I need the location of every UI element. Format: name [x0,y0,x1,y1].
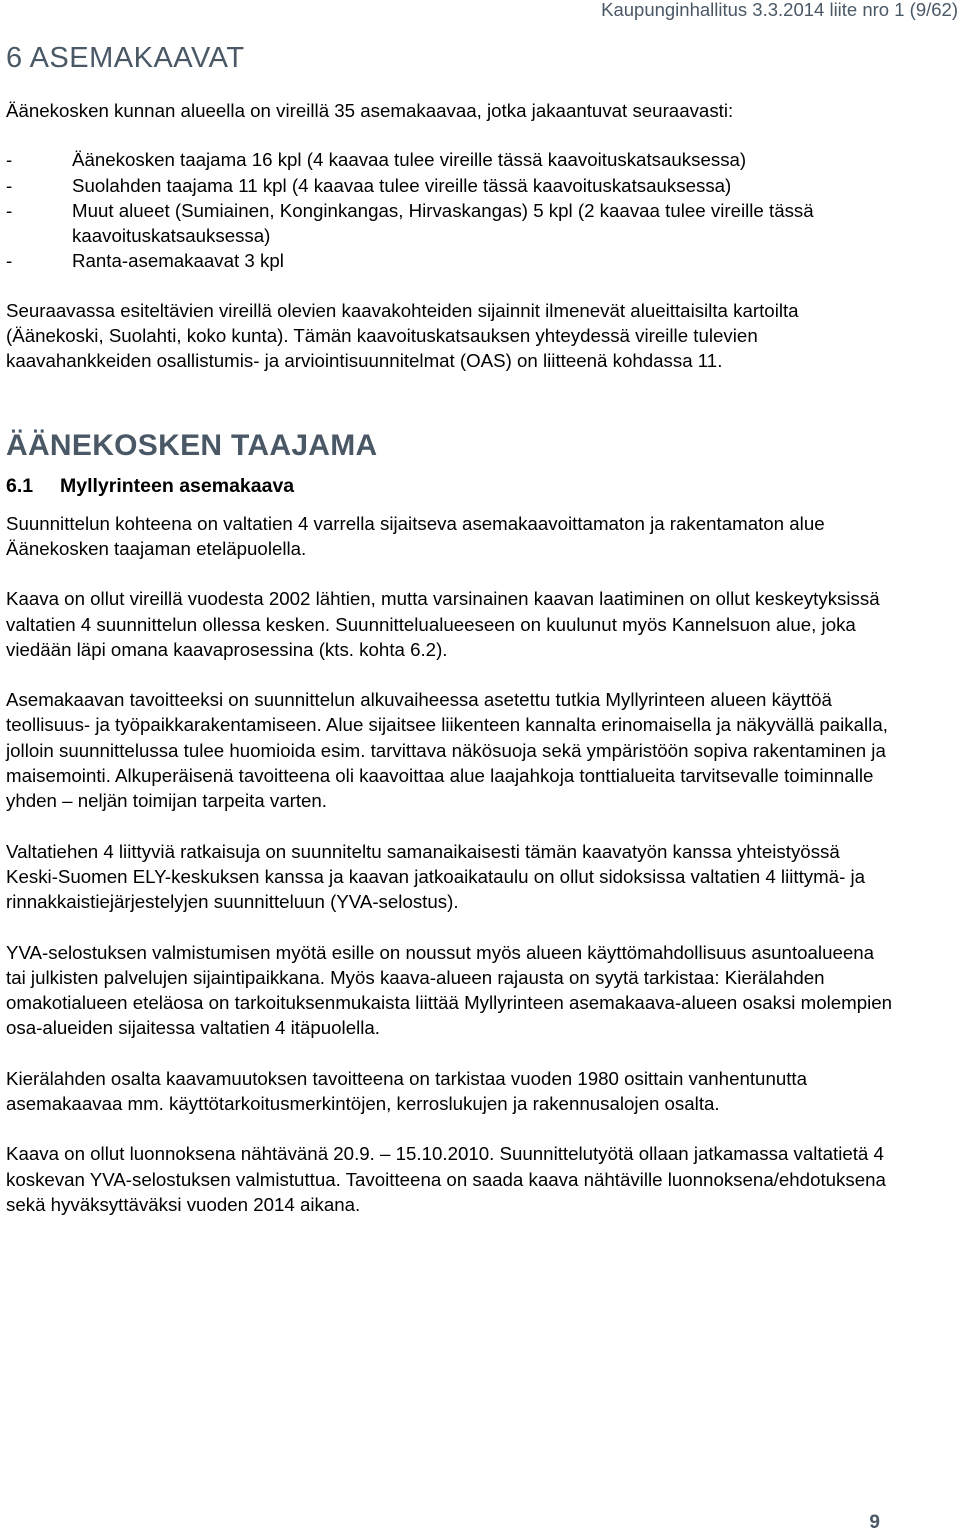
paragraph: YVA-selostuksen valmistumisen myötä esille on noussut myös alueen käyttömahdollisuus asuntoalueena tai julkisten palvelujen sijaintipaikkana. Myös kaava-alueen rajausta on syytä tarkistaa: Kierälahden omakotialueen eteläosa on tarkoituksenmukaista liittää Myllyrinteen asemakaava-alueen osaksi molempien osa-alueiden sijaitessa valtatien 4 itäpuolella. [6,941,893,1039]
paragraph: Suunnittelun kohteena on valtatien 4 varrella sijaitseva asemakaavoittamaton ja rakentamaton alue Äänekosken taajaman eteläpuolella. [6,512,825,559]
page-number: 9 [869,1512,880,1533]
subsection-name: Myllyrinteen asemakaava [60,474,295,497]
list-item-text: Ranta-asemakaavat 3 kpl [72,250,284,272]
list-item [6,147,896,172]
list-item-text: Suolahden taajama 11 kpl (4 kaavaa tulee vireille tässä kaavoituskatsauksessa) [72,174,732,196]
list-dash: - [6,199,13,221]
plan-count-list [6,147,896,273]
subsection-title [6,474,896,499]
intro-note: Seuraavassa esiteltävien vireillä olevien kaavakohteiden sijainnit ilmenevät alueittaisilta kartoilta (Äänekoski, Suolahti, koko kunta). Tämän kaavoituskatsauksen yhteydessä vireille tulevien kaavahankkeiden osallistumis- ja arviointisuunnitelmat (OAS) on liitteenä kohdassa 11. [6,299,799,372]
section-title: ÄÄNEKOSKEN TAAJAMA [6,428,378,462]
document-reference: Kaupunginhallitus 3.3.2014 liite nro 1 (9/62) [601,0,958,20]
paragraph: Kaava on ollut luonnoksena nähtävänä 20.9. – 15.10.2010. Suunnittelutyötä ollaan jatkamassa valtatietä 4 koskevan YVA-selostuksen valmistuttua. Tavoitteena on saada kaava nähtäville luonnoksena/ehdotuksena sekä hyväksyttäväksi vuoden 2014 aikana. [6,1143,886,1215]
intro-lead: Äänekosken kunnan alueella on vireillä 35 asemakaavaa, jotka jakaantuvat seuraavasti: [6,100,734,121]
list-item-text: Muut alueet (Sumiainen, Konginkangas, Hirvaskangas) 5 kpl (2 kaavaa tulee vireille tässä kaavoituskatsauksessa) [72,199,814,247]
list-item-text: Äänekosken taajama 16 kpl (4 kaavaa tulee vireille tässä kaavoituskatsauksessa) [72,149,747,171]
document-body [6,98,896,1217]
list-item [6,198,896,249]
paragraph: Valtatiehen 4 liittyviä ratkaisuja on suunniteltu samanaikaisesti tämän kaavatyön kanssa yhteistyössä Keski-Suomen ELY-keskuksen kanssa ja kaavan jatkoaikataulu on ollut sidoksissa valtatien 4 liittymä- ja rinnakkaistiejärjestelyjen suunnitteluun (YVA-selostus). [6,840,866,913]
paragraph: Asemakaavan tavoitteeksi on suunnittelun alkuvaiheessa asetettu tutkia Myllyrinteen alueen käyttöä teollisuus- ja työpaikkarakentamiseen. Alue sijaitsee liikenteen kannalta erinomaisella ja näkyvällä paikalla, jolloin suunnittelussa tulee huomioida esim. tarvittava näkösuoja sekä ympäristöön sopiva rakentaminen ja maisemointi. Alkuperäisenä tavoitteena oli kaavoittaa alue laajahkoja tonttialueita tarvitsevalle toiminnalle yhden – neljän toimijan tarpeita varten. [6,689,888,812]
paragraph: Kaava on ollut vireillä vuodesta 2002 lähtien, mutta varsinainen kaavan laatiminen on ollut keskeytyksissä valtatien 4 suunnittelun ollessa kesken. Suunnittelualueeseen on kuulunut myös Kannelsuon alue, joka viedään läpi omana kaavaprosessina (kts. kohta 6.2). [6,588,880,660]
subsection-number: 6.1 [6,474,34,497]
list-item [6,173,896,198]
list-dash: - [6,149,13,171]
list-dash: - [6,174,13,196]
list-dash: - [6,250,13,272]
paragraph: Kierälahden osalta kaavamuutoksen tavoitteena on tarkistaa vuoden 1980 osittain vanhentunutta asemakaavaa mm. käyttötarkoitusmerkintöjen, kerroslukujen ja rakennusalojen osalta. [6,1067,808,1115]
chapter-title: 6 ASEMAKAAVAT [6,42,245,74]
list-item [6,248,896,273]
